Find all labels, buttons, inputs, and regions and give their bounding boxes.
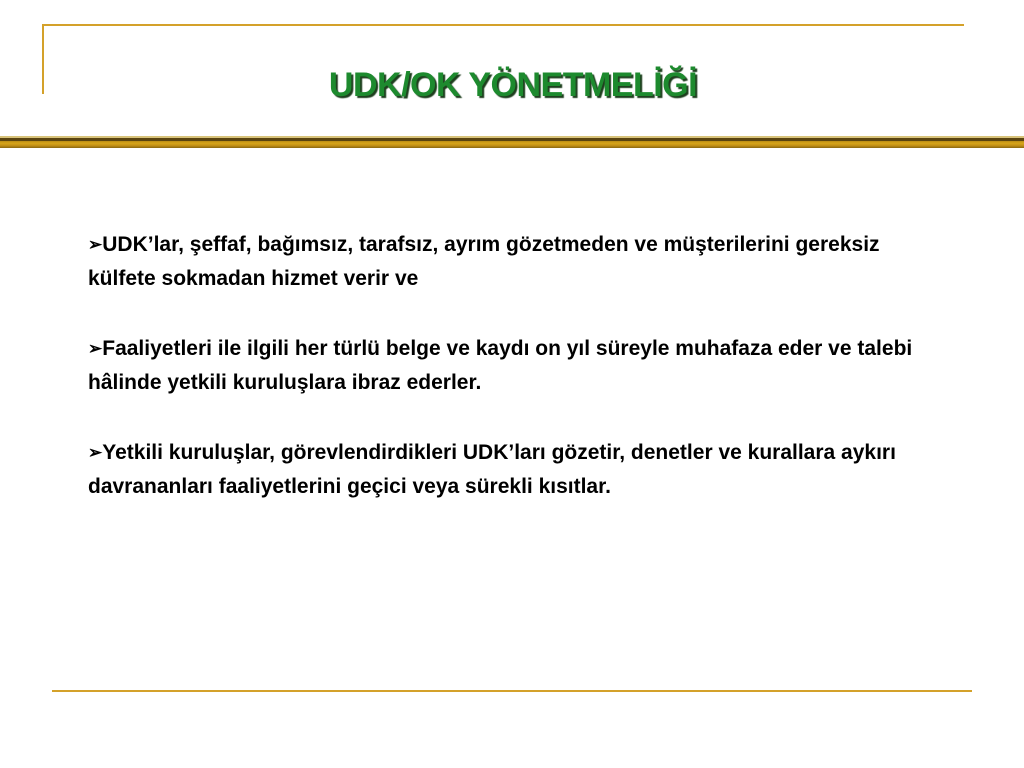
bullet-item [88,228,948,296]
bullet-item [88,436,948,504]
slide-title: UDK/OK YÖNETMELİĞİ [328,66,698,104]
bullet-list [88,228,948,540]
bullet-text: UDK’lar, şeffaf, bağımsız, tarafsız, ayrım gözetmeden ve müşterilerini gereksiz külfete sokmadan hizmet verir ve [88,233,880,290]
bullet-text: Yetkili kuruluşlar, görevlendirdikleri UDK’ları gözetir, denetler ve kurallara aykırı davrananları faaliyetlerini geçici veya sürekli kısıtlar. [88,441,896,498]
arrow-bullet-icon: ➢ [88,443,103,462]
arrow-bullet-icon: ➢ [88,339,103,358]
arrow-bullet-icon: ➢ [88,235,103,254]
frame-top-line [42,24,964,26]
bullet-item [88,332,948,400]
bullet-text: Faaliyetleri ile ilgili her türlü belge ve kaydı on yıl süreyle muhafaza eder ve talebi hâlinde yetkili kuruluşlara ibraz ederler. [88,337,913,394]
title-divider-bar [0,136,1024,148]
bottom-rule-line [52,690,972,692]
